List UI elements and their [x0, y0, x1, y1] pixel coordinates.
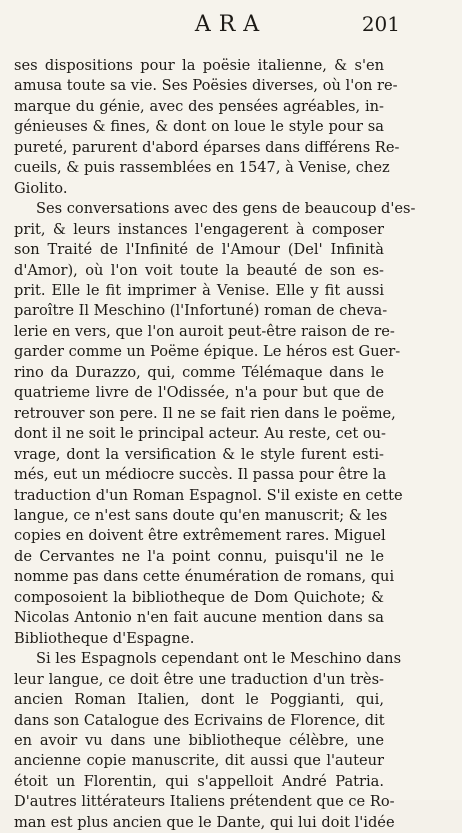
text-line: Ses conversations avec des gens de beaucoup d'es-: [36, 200, 416, 218]
text-line: de Cervantes ne l'a point connu, puisqu'il ne le: [14, 547, 384, 565]
text-line: génieuses & fines, & dont on loue le style pour sa: [14, 118, 384, 136]
text-line: D'autres littérateurs Italiens prétendent que ce Ro-: [14, 793, 395, 811]
text-line: pureté, parurent d'abord éparses dans différens Re-: [14, 138, 400, 156]
text-line: ses dispositions pour la poësie italienne, & s'en: [14, 57, 384, 74]
text-line: copies en doivent être extrêmement rares. Miguel: [14, 527, 386, 545]
text-line: ancienne copie manuscrite, dit aussi que l'auteur: [14, 752, 384, 770]
text-line: man est plus ancien que le Dante, qui lui doit l'idée: [14, 813, 395, 831]
text-line: amusa toute sa vie. Ses Poësies diverses, où l'on re-: [14, 77, 398, 95]
text-line: prit. Elle le fit imprimer à Venise. Elle y fit aussi: [14, 281, 384, 299]
text-line: en avoir vu dans une bibliotheque célèbre, une: [14, 731, 384, 749]
text-line: més, eut un médiocre succès. Il passa pour être la: [14, 466, 387, 484]
text-line: Bibliotheque d'Espagne.: [14, 629, 195, 647]
text-line: nomme pas dans cette énumération de romans, qui: [14, 568, 395, 586]
text-line: marque du génie, avec des pensées agréables, in-: [14, 97, 384, 115]
text-line: traduction d'un Roman Espagnol. S'il existe en cette: [14, 486, 403, 504]
page-number: 201: [361, 12, 400, 36]
text-line: étoit un Florentin, qui s'appelloit André Patria.: [14, 772, 384, 790]
text-line: langue, ce n'est sans doute qu'en manuscrit; & les: [14, 506, 388, 524]
text-line: cueils, & puis rassemblées en 1547, à Venise, chez: [14, 159, 390, 177]
page-header: [0, 6, 462, 46]
text-line: prit, & leurs instances l'engagerent à composer: [14, 220, 384, 238]
text-line: Giolito.: [14, 179, 68, 197]
text-line: dans son Catalogue des Ecrivains de Florence, dit: [14, 711, 385, 729]
text-line: son Traité de l'Infinité de l'Amour (Del' Infinità: [14, 241, 384, 259]
running-head: ARA: [194, 12, 268, 37]
text-line: d'Amor), où l'on voit toute la beauté de son es-: [14, 261, 384, 279]
text-line: ancien Roman Italien, dont le Poggianti, qui,: [14, 691, 384, 709]
text-line: dont il ne soit le principal acteur. Au reste, cet ou-: [14, 425, 386, 443]
text-line: lerie en vers, que l'on auroit peut-être raison de re-: [14, 322, 395, 340]
text-line: quatrieme livre de l'Odissée, n'a pour but que de: [14, 384, 384, 402]
body-text: [14, 56, 416, 833]
text-line: Si les Espagnols cependant ont le Meschino dans: [36, 650, 402, 668]
text-line: composoient la bibliotheque de Dom Quichote; &: [14, 588, 384, 606]
text-line: retrouver son pere. Il ne se fait rien dans le poëme,: [14, 404, 396, 422]
text-line: Nicolas Antonio n'en fait aucune mention dans sa: [14, 609, 384, 627]
text-line: garder comme un Poëme épique. Le héros est Guer-: [14, 343, 401, 361]
text-line: paroître Il Meschino (l'Infortuné) roman de cheva-: [14, 302, 388, 320]
text-line: leur langue, ce doit être une traduction d'un très-: [14, 670, 384, 688]
text-line: rino da Durazzo, qui, comme Télémaque dans le: [14, 363, 384, 381]
text-line: vrage, dont la versification & le style furent esti-: [14, 445, 384, 463]
